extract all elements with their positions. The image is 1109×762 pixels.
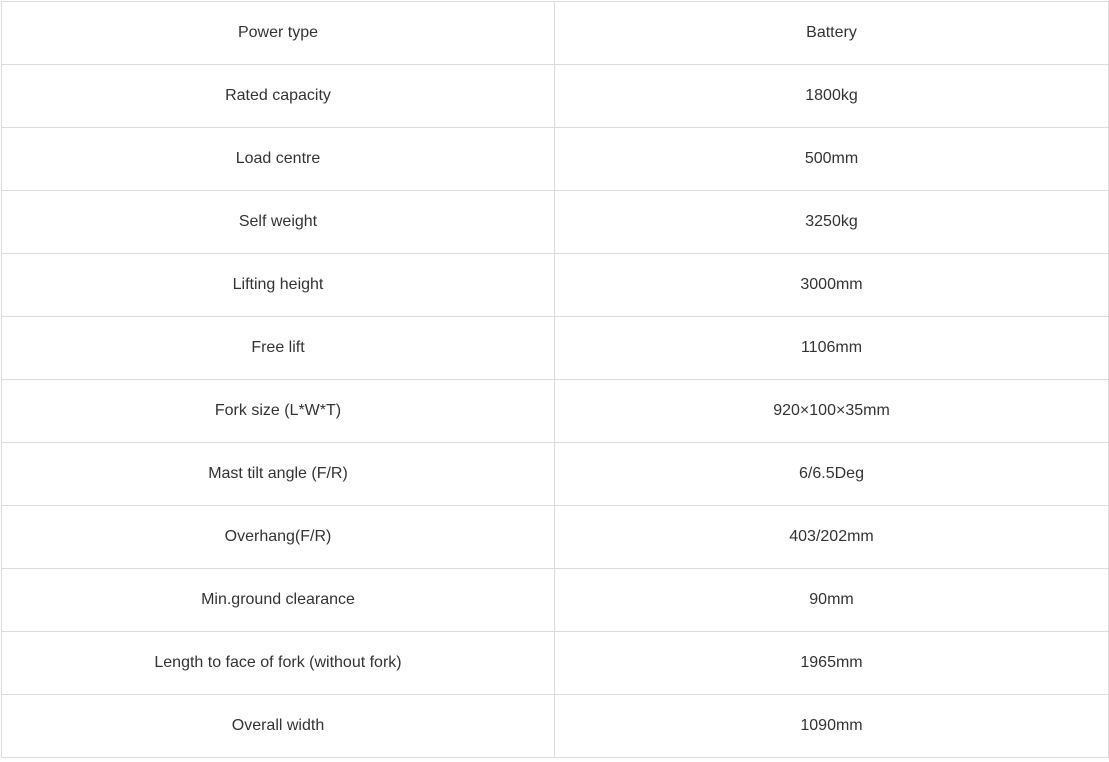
spec-label: Fork size (L*W*T) xyxy=(2,380,555,443)
spec-label: Length to face of fork (without fork) xyxy=(2,632,555,695)
spec-label: Load centre xyxy=(2,128,555,191)
table-row xyxy=(2,695,1109,758)
spec-value: 403/202mm xyxy=(555,506,1109,569)
table-row xyxy=(2,317,1109,380)
spec-label: Overhang(F/R) xyxy=(2,506,555,569)
spec-label: Self weight xyxy=(2,191,555,254)
table-row xyxy=(2,128,1109,191)
spec-value: 1106mm xyxy=(555,317,1109,380)
spec-label: Lifting height xyxy=(2,254,555,317)
spec-label: Power type xyxy=(2,2,555,65)
spec-label: Rated capacity xyxy=(2,65,555,128)
spec-value: 920×100×35mm xyxy=(555,380,1109,443)
spec-value: Battery xyxy=(555,2,1109,65)
table-row xyxy=(2,632,1109,695)
spec-table xyxy=(1,1,1109,758)
spec-label: Min.ground clearance xyxy=(2,569,555,632)
spec-value: 1800kg xyxy=(555,65,1109,128)
table-row xyxy=(2,380,1109,443)
table-row xyxy=(2,506,1109,569)
spec-value: 1965mm xyxy=(555,632,1109,695)
table-row xyxy=(2,2,1109,65)
spec-label: Free lift xyxy=(2,317,555,380)
table-row xyxy=(2,443,1109,506)
spec-value: 500mm xyxy=(555,128,1109,191)
table-row xyxy=(2,191,1109,254)
spec-value: 3250kg xyxy=(555,191,1109,254)
spec-label: Overall width xyxy=(2,695,555,758)
spec-label: Mast tilt angle (F/R) xyxy=(2,443,555,506)
spec-value: 90mm xyxy=(555,569,1109,632)
table-row xyxy=(2,65,1109,128)
spec-value: 6/6.5Deg xyxy=(555,443,1109,506)
spec-value: 1090mm xyxy=(555,695,1109,758)
table-row xyxy=(2,569,1109,632)
table-row xyxy=(2,254,1109,317)
spec-value: 3000mm xyxy=(555,254,1109,317)
